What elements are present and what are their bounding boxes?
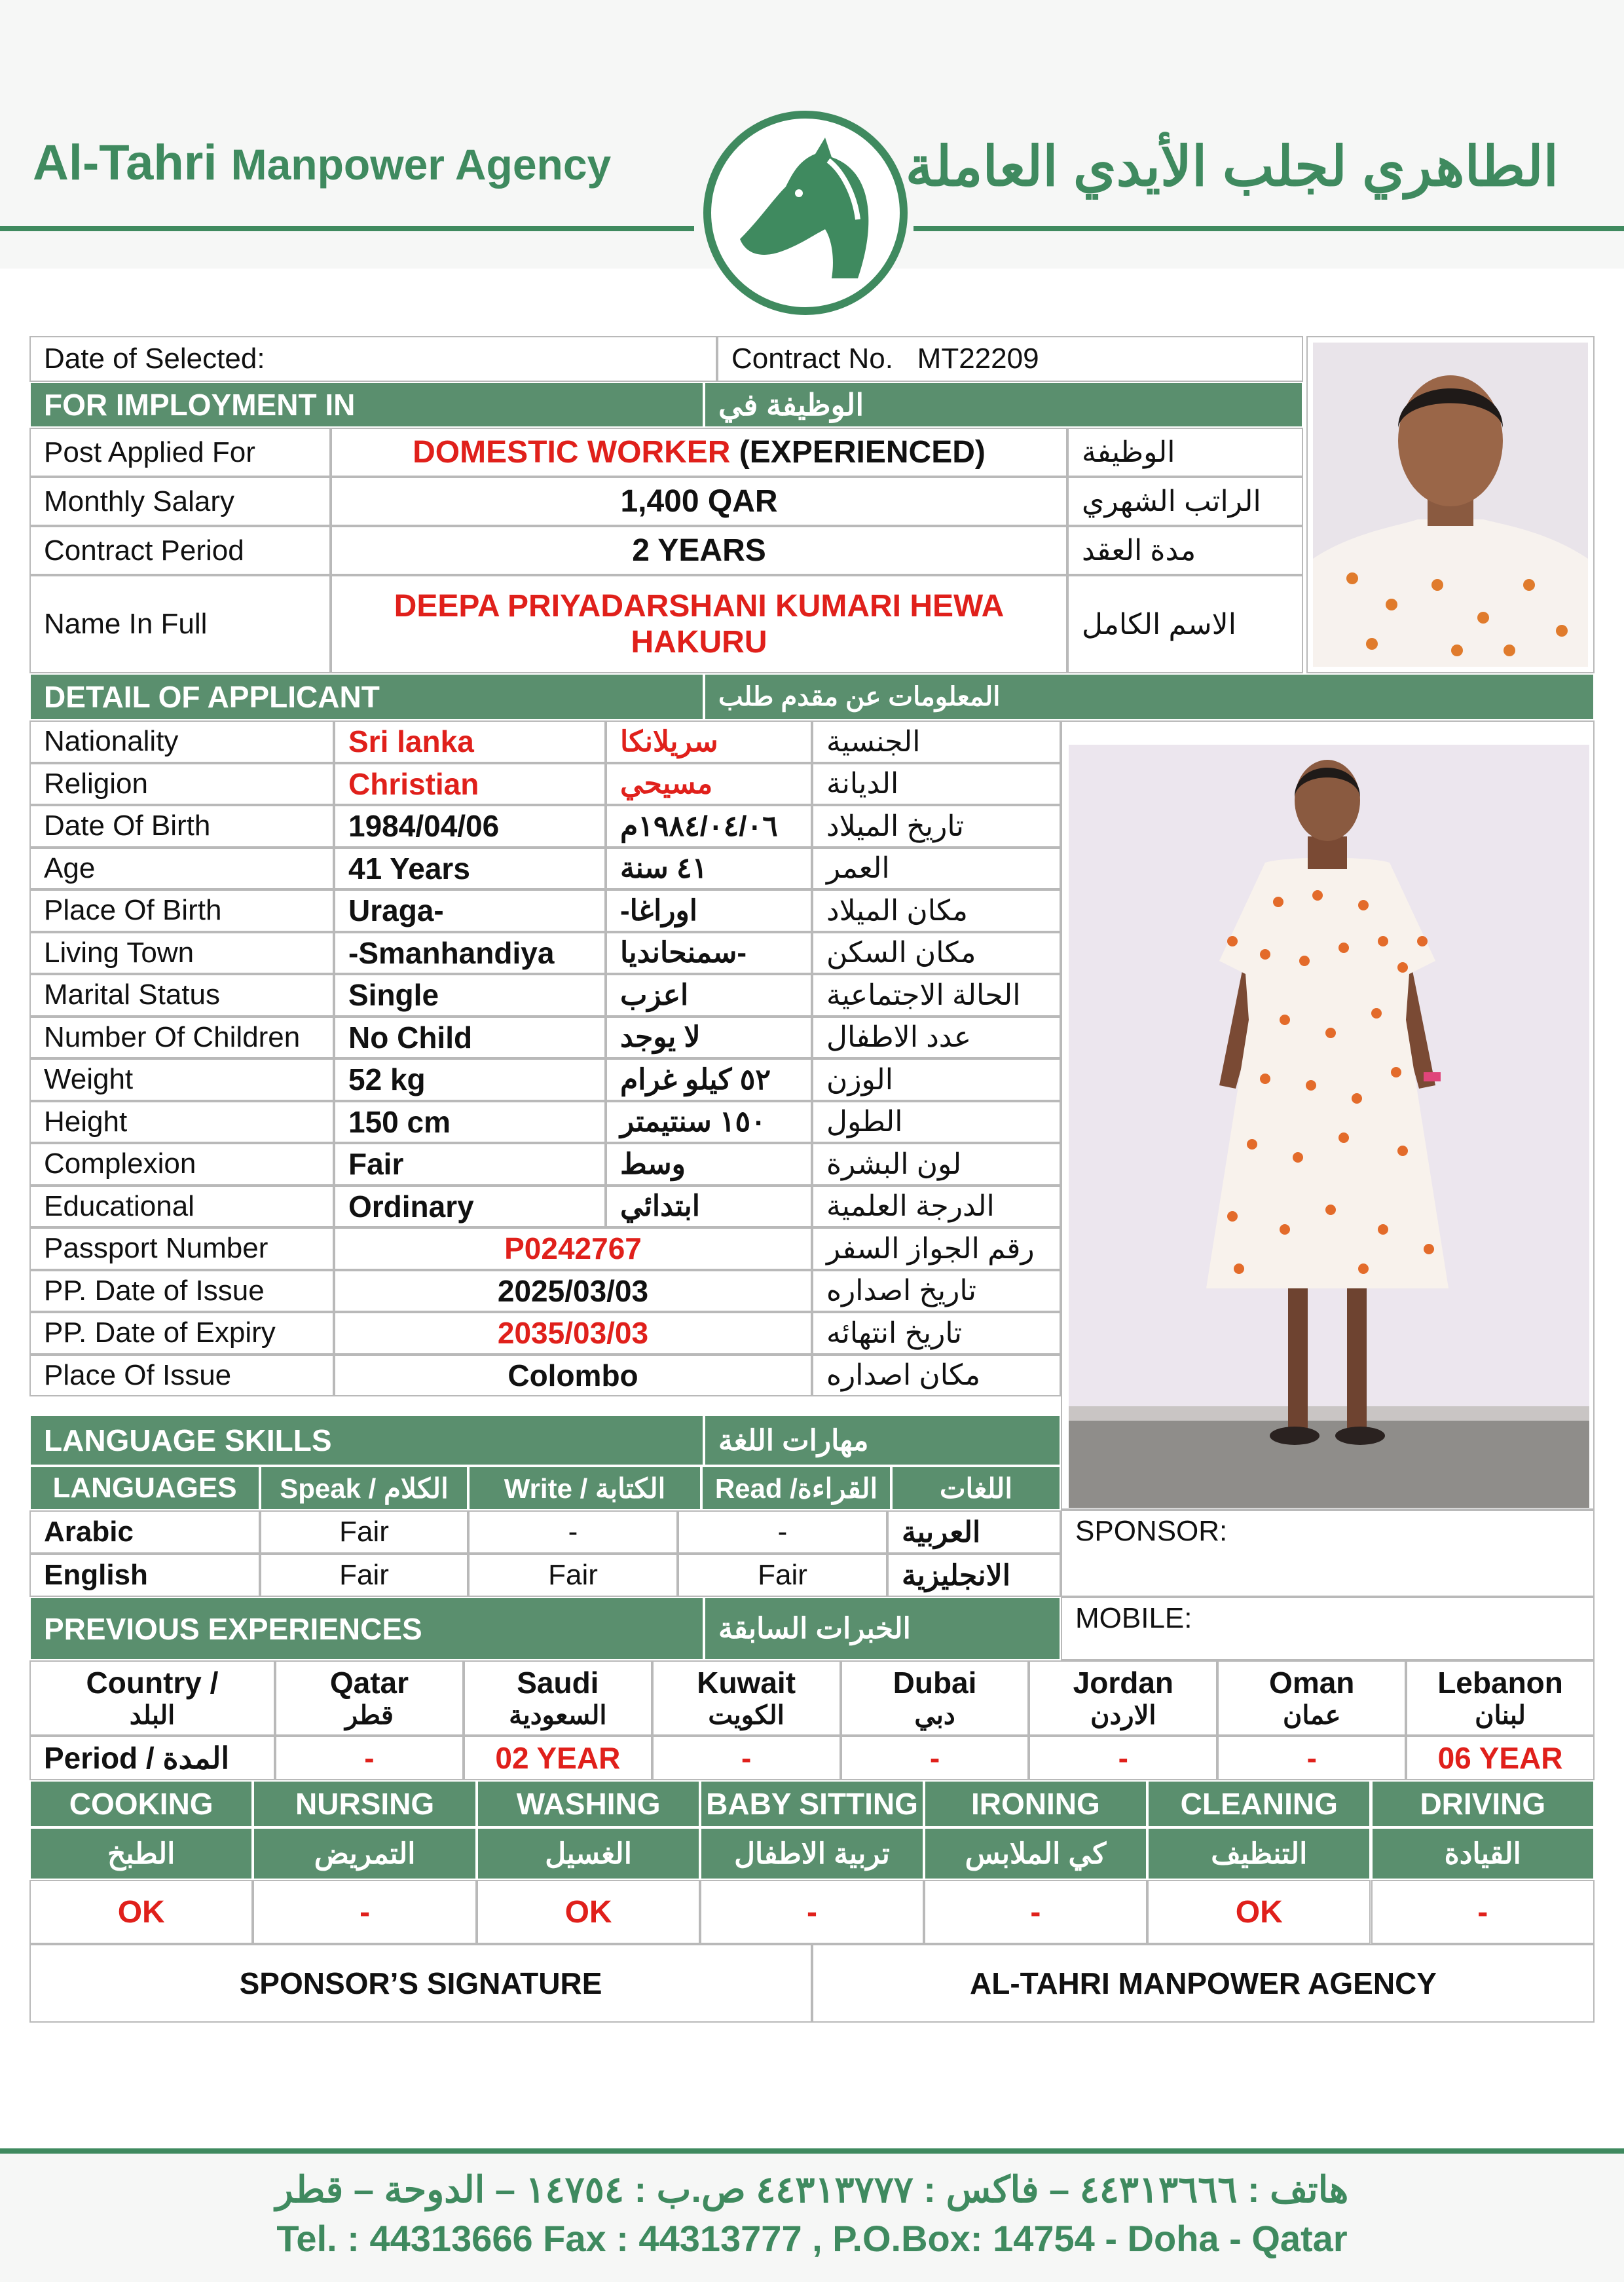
applicant-label-en: Age	[29, 848, 334, 890]
applicant-value-ar: اعزب	[606, 974, 812, 1017]
passport-label-ar: تاريخ انتهائه	[812, 1312, 1061, 1355]
applicant-value-en: 1984/04/06	[334, 805, 606, 848]
skill-name-ar: الغسيل	[477, 1827, 700, 1880]
applicant-label-ar: الجنسية	[812, 720, 1061, 763]
post-applied-label-ar: الوظيفة	[1067, 428, 1303, 477]
country-name-ar: لبنان	[1475, 1700, 1526, 1730]
passport-value: 2025/03/03	[334, 1270, 812, 1313]
applicant-value-ar: سريلانكا	[606, 720, 812, 763]
lang-col-speak: Speak / الكلام	[260, 1466, 468, 1510]
applicant-value-en: Sri lanka	[334, 720, 606, 763]
lang-arabic: Arabic	[29, 1510, 260, 1554]
country-period: -	[1217, 1736, 1406, 1780]
country-name-ar: دبي	[914, 1700, 955, 1730]
skill-name-ar: كي الملابس	[924, 1827, 1147, 1880]
applicant-label-en: Living Town	[29, 932, 334, 975]
post-applied-value: DOMESTIC WORKER (EXPERIENCED)	[331, 428, 1067, 477]
applicant-label-ar: تاريخ الميلاد	[812, 805, 1061, 848]
lang-col-write: Write / الكتابة	[468, 1466, 701, 1510]
country-name-en: Lebanon	[1437, 1666, 1563, 1700]
experience-heading-ar: الخبرات السابقة	[704, 1597, 1061, 1660]
applicant-heading-ar: المعلومات عن مقدم طلب	[704, 673, 1595, 720]
contract-period-label: Contract Period	[29, 526, 331, 575]
skill-value: OK	[477, 1880, 700, 1944]
applicant-label-ar: مكان السكن	[812, 932, 1061, 975]
applicant-label-ar: الدرجة العلمية	[812, 1186, 1061, 1228]
country-cell	[275, 1660, 464, 1736]
skill-value: -	[253, 1880, 476, 1944]
skill-name-en: WASHING	[477, 1780, 700, 1827]
skill-value: -	[1371, 1880, 1595, 1944]
lang-col-read: Read /القراءة	[701, 1466, 891, 1510]
skill-name-ar: التمريض	[253, 1827, 476, 1880]
passport-label-en: Place Of Issue	[29, 1355, 334, 1397]
applicant-value-en: 52 kg	[334, 1058, 606, 1101]
lang-col-ar: اللغات	[891, 1466, 1061, 1510]
lang-arabic-write: -	[468, 1510, 678, 1554]
monthly-salary-label: Monthly Salary	[29, 477, 331, 526]
skill-value: -	[700, 1880, 923, 1944]
applicant-label-en: Nationality	[29, 720, 334, 763]
applicant-value-ar: وسط	[606, 1143, 812, 1186]
applicant-value-ar: ١٩٨٤/٠٤/٠٦م	[606, 805, 812, 848]
applicant-label-en: Educational	[29, 1186, 334, 1228]
applicant-value-ar: ٥٢ كيلو غرام	[606, 1058, 812, 1101]
applicant-value-en: Uraga-	[334, 889, 606, 932]
sponsor-signature-box[interactable]: SPONSOR’S SIGNATURE	[29, 1944, 812, 2023]
lang-col-languages: LANGUAGES	[29, 1466, 260, 1510]
full-body-photo	[1069, 745, 1589, 1508]
lang-english-write: Fair	[468, 1554, 678, 1597]
country-header: Country / البلد	[29, 1660, 275, 1736]
employment-heading-ar: الوظيفة في	[704, 382, 1303, 428]
applicant-label-en: Date Of Birth	[29, 805, 334, 848]
lang-english-speak: Fair	[260, 1554, 468, 1597]
contract-period-value: 2 YEARS	[331, 526, 1067, 575]
country-name-ar: السعودية	[509, 1700, 607, 1730]
applicant-label-en: Marital Status	[29, 974, 334, 1017]
country-period: -	[841, 1736, 1029, 1780]
applicant-label-ar: عدد الاطفال	[812, 1017, 1061, 1059]
brand-name-en: Al-Tahri Manpower Agency	[33, 135, 612, 191]
applicant-value-ar: -سمنحانديا	[606, 932, 812, 975]
applicant-value-en: Christian	[334, 763, 606, 806]
passport-label-en: Passport Number	[29, 1227, 334, 1270]
applicant-label-ar: الديانة	[812, 763, 1061, 806]
applicant-value-en: 41 Years	[334, 848, 606, 890]
applicant-value-en: Single	[334, 974, 606, 1017]
country-name-en: Dubai	[893, 1666, 977, 1700]
header-rule-left	[0, 226, 694, 231]
country-period: 06 YEAR	[1406, 1736, 1595, 1780]
lang-arabic-ar: العربية	[887, 1510, 1061, 1554]
lang-arabic-read: -	[678, 1510, 887, 1554]
applicant-heading-en: DETAIL OF APPLICANT	[29, 673, 704, 720]
portrait-photo	[1313, 343, 1588, 667]
applicant-value-ar: مسيحي	[606, 763, 812, 806]
footer-contact-ar: هاتف : ٤٤٣١٣٦٦٦ – فاكس : ٤٤٣١٣٧٧٧ ص.ب : ١٤٧٥٤ – الدوحة – قطر	[275, 2169, 1349, 2210]
skill-name-en: IRONING	[924, 1780, 1147, 1827]
country-name-ar: عمان	[1282, 1700, 1341, 1730]
applicant-label-en: Religion	[29, 763, 334, 806]
country-name-en: Jordan	[1073, 1666, 1174, 1700]
skill-name-ar: القيادة	[1371, 1827, 1595, 1880]
applicant-value-ar: ابتدائي	[606, 1186, 812, 1228]
skill-value: OK	[29, 1880, 253, 1944]
applicant-value-en: No Child	[334, 1017, 606, 1059]
horse-head-logo-icon	[701, 108, 910, 318]
applicant-value-ar: لا يوجد	[606, 1017, 812, 1059]
applicant-label-en: Place Of Birth	[29, 889, 334, 932]
post-applied-label: Post Applied For	[29, 428, 331, 477]
skill-name-en: BABY SITTING	[700, 1780, 923, 1827]
skill-name-ar: الطبخ	[29, 1827, 253, 1880]
applicant-label-ar: الحالة الاجتماعية	[812, 974, 1061, 1017]
lang-english-ar: الانجليزية	[887, 1554, 1061, 1597]
country-name-ar: الاردن	[1090, 1700, 1156, 1730]
passport-value: 2035/03/03	[334, 1312, 812, 1355]
applicant-label-en: Height	[29, 1101, 334, 1144]
country-cell	[1217, 1660, 1406, 1736]
applicant-value-ar: ٤١ سنة	[606, 848, 812, 890]
monthly-salary-label-ar: الراتب الشهري	[1067, 477, 1303, 526]
contract-no-cell: Contract No. MT22209	[717, 336, 1303, 382]
skill-name-en: NURSING	[253, 1780, 476, 1827]
applicant-label-en: Complexion	[29, 1143, 334, 1186]
country-period: -	[1029, 1736, 1217, 1780]
period-label: Period / المدة	[29, 1736, 275, 1780]
date-selected-cell: Date of Selected:	[29, 336, 717, 382]
applicant-label-ar: العمر	[812, 848, 1061, 890]
experience-heading-en: PREVIOUS EXPERIENCES	[29, 1597, 704, 1660]
portrait-photo-frame	[1306, 336, 1595, 673]
brand-name-ar: الطاهري لجلب الأيدي العاملة	[905, 136, 1559, 197]
skill-name-ar: تربية الاطفال	[700, 1827, 923, 1880]
lang-arabic-speak: Fair	[260, 1510, 468, 1554]
country-cell	[1406, 1660, 1595, 1736]
footer-rule	[0, 2148, 1624, 2154]
applicant-value-ar: ١٥٠ سنتيمتر	[606, 1101, 812, 1144]
mobile-field[interactable]: MOBILE:	[1061, 1597, 1595, 1660]
country-period: 02 YEAR	[464, 1736, 652, 1780]
applicant-label-ar: الوزن	[812, 1058, 1061, 1101]
monthly-salary-value: 1,400 QAR	[331, 477, 1067, 526]
passport-value: Colombo	[334, 1355, 812, 1397]
applicant-label-ar: الطول	[812, 1101, 1061, 1144]
applicant-value-en: Ordinary	[334, 1186, 606, 1228]
applicant-value-en: Fair	[334, 1143, 606, 1186]
country-name-en: Kuwait	[697, 1666, 796, 1700]
skill-name-ar: التنظيف	[1147, 1827, 1371, 1880]
language-heading-ar: مهارات اللغة	[704, 1415, 1061, 1466]
country-cell	[1029, 1660, 1217, 1736]
country-name-en: Oman	[1269, 1666, 1355, 1700]
lang-english: English	[29, 1554, 260, 1597]
passport-label-ar: تاريخ اصداره	[812, 1270, 1061, 1313]
applicant-label-ar: مكان الميلاد	[812, 889, 1061, 932]
skill-value: OK	[1147, 1880, 1371, 1944]
applicant-label-en: Number Of Children	[29, 1017, 334, 1059]
full-name-value: DEEPA PRIYADARSHANI KUMARI HEWA HAKURU	[331, 575, 1067, 673]
country-name-en: Saudi	[517, 1666, 599, 1700]
sponsor-field[interactable]: SPONSOR:	[1061, 1510, 1595, 1597]
applicant-value-ar: اوراغا-	[606, 889, 812, 932]
country-name-en: Qatar	[329, 1666, 409, 1700]
full-body-photo-frame	[1061, 720, 1595, 1510]
header-rule-right	[913, 226, 1624, 231]
applicant-label-en: Weight	[29, 1058, 334, 1101]
country-cell	[464, 1660, 652, 1736]
footer-contact-en: Tel. : 44313666 Fax : 44313777 , P.O.Box: 14754 - Doha - Qatar	[276, 2218, 1348, 2259]
agency-signature-box[interactable]: AL-TAHRI MANPOWER AGENCY	[812, 1944, 1595, 2023]
applicant-value-en: 150 cm	[334, 1101, 606, 1144]
skill-name-en: CLEANING	[1147, 1780, 1371, 1827]
applicant-value-en: -Smanhandiya	[334, 932, 606, 975]
country-cell	[841, 1660, 1029, 1736]
language-heading-en: LANGUAGE SKILLS	[29, 1415, 704, 1466]
employment-heading-en: FOR IMPLOYMENT IN	[29, 382, 704, 428]
contract-period-label-ar: مدة العقد	[1067, 526, 1303, 575]
passport-label-en: PP. Date of Expiry	[29, 1312, 334, 1355]
country-cell	[652, 1660, 841, 1736]
country-name-ar: قطر	[344, 1700, 394, 1730]
passport-label-en: PP. Date of Issue	[29, 1270, 334, 1313]
applicant-label-ar: لون البشرة	[812, 1143, 1061, 1186]
full-name-label-ar: الاسم الكامل	[1067, 575, 1303, 673]
full-name-label: Name In Full	[29, 575, 331, 673]
passport-label-ar: مكان اصداره	[812, 1355, 1061, 1397]
country-name-ar: الكويت	[708, 1700, 784, 1730]
skill-name-en: DRIVING	[1371, 1780, 1595, 1827]
skill-name-en: COOKING	[29, 1780, 253, 1827]
lang-english-read: Fair	[678, 1554, 887, 1597]
passport-value: P0242767	[334, 1227, 812, 1270]
passport-label-ar: رقم الجواز السفر	[812, 1227, 1061, 1270]
skill-value: -	[924, 1880, 1147, 1944]
country-period: -	[275, 1736, 464, 1780]
country-period: -	[652, 1736, 841, 1780]
